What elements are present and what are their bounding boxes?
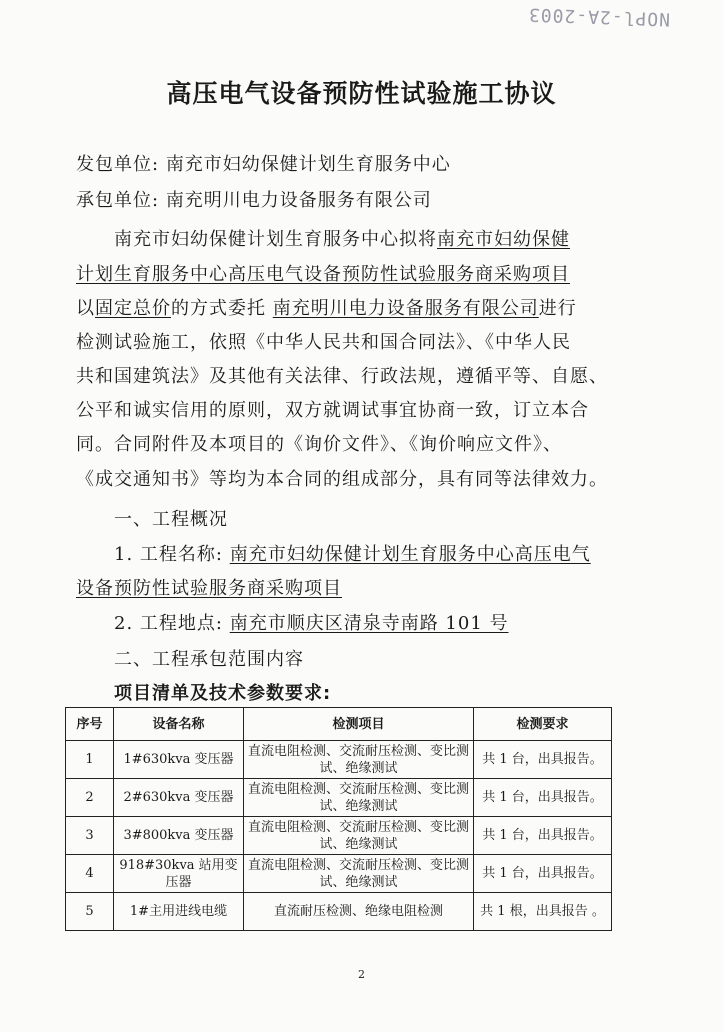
cell-req: 共 1 台，出具报告。 <box>474 741 612 779</box>
para-line-5: 共和国建筑法》及其他有关法律、行政法规，遵循平等、自愿、 <box>76 366 608 387</box>
para-line-1: 南充市妇幼保健计划生育服务中心拟将南充市妇幼保健 <box>114 229 570 250</box>
para-line-4: 检测试验施工，依照《中华人民共和国合同法》、《中华人民 <box>76 332 571 353</box>
table-row <box>66 855 612 893</box>
para-line-6: 公平和诚实信用的原则，双方就调试事宜协商一致，订立本合 <box>76 400 589 421</box>
employer-label: 发包单位: <box>76 154 160 175</box>
cell-item: 直流电阻检测、交流耐压检测、变比测试、绝缘测试 <box>244 817 474 855</box>
table-row <box>66 893 612 931</box>
header-name: 设备名称 <box>114 708 244 741</box>
para-line-3: 以固定总价的方式委托 南充明川电力设备服务有限公司进行 <box>76 298 577 319</box>
contractor-line <box>76 186 432 212</box>
section2-heading: 二、工程承包范围内容 <box>114 649 304 670</box>
cell-name: 3#800kva 变压器 <box>114 817 244 855</box>
header-item: 检测项目 <box>244 708 474 741</box>
cell-item: 直流耐压检测、绝缘电阻检测 <box>244 893 474 931</box>
cell-no: 1 <box>66 741 114 779</box>
cell-no: 4 <box>66 855 114 893</box>
cell-name: 2#630kva 变压器 <box>114 779 244 817</box>
cell-no: 2 <box>66 779 114 817</box>
section1-heading: 一、工程概况 <box>114 509 228 530</box>
equipment-table <box>65 707 612 931</box>
cell-name: 1#主用进线电缆 <box>114 893 244 931</box>
cell-req: 共 1 台，出具报告。 <box>474 779 612 817</box>
employer-value: 南充市妇幼保健计划生育服务中心 <box>165 154 451 175</box>
cell-item: 直流电阻检测、交流耐压检测、变比测试、绝缘测试 <box>244 855 474 893</box>
document-title: 高压电气设备预防性试验施工协议 <box>166 79 557 108</box>
header-no: 序号 <box>66 708 114 741</box>
cell-req: 共 1 台，出具报告。 <box>474 817 612 855</box>
cell-no: 3 <box>66 817 114 855</box>
handwritten-mark: NOPl-2A-2003 <box>527 3 671 30</box>
project-name-cont: 设备预防性试验服务商采购项目 <box>76 578 342 599</box>
table-header-row <box>66 708 612 741</box>
para-line-2: 计划生育服务中心高压电气设备预防性试验服务商采购项目 <box>76 264 570 285</box>
employer-line <box>76 150 451 176</box>
cell-item: 直流电阻检测、交流耐压检测、变比测试、绝缘测试 <box>244 741 474 779</box>
cell-name: 1#630kva 变压器 <box>114 741 244 779</box>
cell-name: 918#30kva 站用变压器 <box>114 855 244 893</box>
table-row <box>66 741 612 779</box>
project-name-line: 1. 工程名称: 南充市妇幼保健计划生育服务中心高压电气 <box>114 544 591 565</box>
contractor-value: 南充明川电力设备服务有限公司 <box>165 190 432 211</box>
para-line-7: 同。合同附件及本项目的《询价文件》、《询价响应文件》、 <box>76 434 562 455</box>
cell-no: 5 <box>66 893 114 931</box>
table-title: 项目清单及技术参数要求: <box>114 683 332 704</box>
page-number: 2 <box>358 968 365 981</box>
table-row <box>66 779 612 817</box>
header-req: 检测要求 <box>474 708 612 741</box>
table-row <box>66 817 612 855</box>
cell-item: 直流电阻检测、交流耐压检测、变比测试、绝缘测试 <box>244 779 474 817</box>
para-line-8: 《成交通知书》等均为本合同的组成部分，具有同等法律效力。 <box>76 469 608 490</box>
project-place-line: 2. 工程地点: 南充市顺庆区清泉寺南路 101 号 <box>114 613 509 634</box>
cell-req: 共 1 台，出具报告。 <box>474 855 612 893</box>
contractor-label: 承包单位: <box>76 190 160 211</box>
cell-req: 共 1 根，出具报告 。 <box>474 893 612 931</box>
